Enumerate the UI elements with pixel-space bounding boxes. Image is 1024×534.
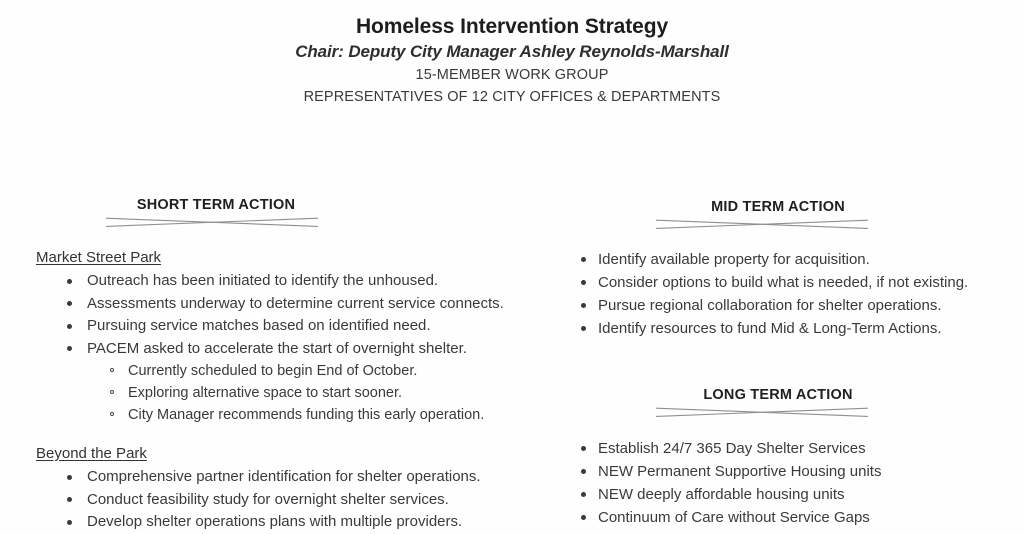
chair-line: Chair: Deputy City Manager Ashley Reynolds-Marshall bbox=[295, 42, 729, 61]
sub-list-item bbox=[36, 360, 536, 382]
bullet-icon bbox=[581, 446, 586, 451]
group-subheading-market-street-park: Market Street Park bbox=[36, 249, 162, 266]
bullet-icon bbox=[581, 303, 586, 308]
mid-term-heading: MID TERM ACTION bbox=[711, 199, 845, 215]
bullet-icon bbox=[581, 469, 586, 474]
list-item-label: Pursuing service matches based on identified need. bbox=[87, 317, 431, 334]
list-item-label: NEW Permanent Supportive Housing units bbox=[598, 463, 882, 480]
bullet-icon bbox=[67, 324, 72, 329]
list-item bbox=[568, 271, 1018, 294]
section-spacer bbox=[568, 340, 1018, 386]
bullet-icon bbox=[67, 475, 72, 480]
sub-list-item-label: City Manager recommends funding this early operation. bbox=[128, 407, 485, 423]
bullet-icon bbox=[67, 497, 72, 502]
mid-term-list bbox=[568, 248, 1018, 340]
list-item-label: Assessments underway to determine current service connects. bbox=[87, 294, 504, 312]
bullet-icon bbox=[67, 520, 72, 525]
pacem-sublist bbox=[36, 360, 536, 426]
list-item-label: Identify available property for acquisition. bbox=[598, 251, 870, 268]
list-item-label: Establish 24/7 365 Day Shelter Services bbox=[598, 440, 866, 457]
representation-line: REPRESENTATIVES OF 12 CITY OFFICES & DEPARTMENTS bbox=[303, 89, 721, 105]
bullet-icon bbox=[581, 257, 586, 262]
list-item bbox=[36, 338, 536, 361]
list-item bbox=[568, 437, 1018, 460]
list-item bbox=[36, 466, 536, 489]
list-item bbox=[568, 317, 1018, 340]
bullet-icon bbox=[67, 301, 72, 306]
long-term-list bbox=[568, 437, 1018, 529]
list-item bbox=[36, 489, 536, 512]
list-item bbox=[568, 483, 1018, 506]
mid-and-long-term-column bbox=[568, 198, 1018, 529]
sub-list-item bbox=[36, 404, 536, 426]
list-item bbox=[36, 270, 536, 293]
hollow-bullet-icon bbox=[110, 412, 114, 416]
list-item bbox=[36, 511, 536, 534]
workgroup-size-line: 15-MEMBER WORK GROUP bbox=[415, 67, 609, 83]
list-item-label: Conduct feasibility study for overnight shelter services. bbox=[87, 490, 449, 508]
list-item bbox=[568, 460, 1018, 483]
list-item bbox=[568, 248, 1018, 271]
bullet-icon bbox=[581, 492, 586, 497]
list-item-label: Outreach has been initiated to identify the unhoused. bbox=[87, 272, 439, 289]
slide-header bbox=[0, 14, 1024, 108]
sub-list-item bbox=[36, 382, 536, 404]
list-item-label: NEW deeply affordable housing units bbox=[598, 486, 845, 503]
bullet-icon bbox=[581, 515, 586, 520]
short-term-market-street-park-list bbox=[36, 270, 536, 360]
list-item-label: Comprehensive partner identification for shelter operations. bbox=[87, 468, 481, 485]
short-term-beyond-the-park-list bbox=[36, 466, 536, 534]
hollow-bullet-icon bbox=[110, 368, 114, 372]
bullet-icon bbox=[581, 280, 586, 285]
list-item bbox=[36, 293, 536, 316]
sub-list-item-label: Currently scheduled to begin End of October. bbox=[128, 363, 418, 379]
list-item bbox=[36, 315, 536, 338]
hollow-bullet-icon bbox=[110, 390, 114, 394]
sub-list-item-label: Exploring alternative space to start sooner. bbox=[128, 385, 403, 401]
bowtie-divider-icon bbox=[656, 406, 868, 420]
short-term-heading: SHORT TERM ACTION bbox=[136, 197, 296, 213]
bullet-icon bbox=[581, 326, 586, 331]
list-item bbox=[568, 294, 1018, 317]
group-subheading-beyond-the-park: Beyond the Park bbox=[36, 445, 147, 462]
list-item-label: Develop shelter operations plans with multiple providers. bbox=[87, 513, 463, 530]
short-term-column bbox=[36, 196, 536, 534]
bullet-icon bbox=[67, 346, 72, 351]
list-item-label: PACEM asked to accelerate the start of overnight shelter. bbox=[87, 339, 467, 357]
list-item bbox=[568, 506, 1018, 529]
list-item-label: Pursue regional collaboration for shelter operations. bbox=[598, 297, 942, 314]
bowtie-divider-icon bbox=[106, 216, 318, 230]
bowtie-divider-icon bbox=[656, 218, 868, 232]
bullet-icon bbox=[67, 279, 72, 284]
long-term-heading: LONG TERM ACTION bbox=[703, 387, 853, 403]
page-title: Homeless Intervention Strategy bbox=[355, 15, 669, 38]
list-item-label: Identify resources to fund Mid & Long-Term Actions. bbox=[598, 320, 942, 337]
list-item-label: Consider options to build what is needed, if not existing. bbox=[598, 274, 969, 291]
list-item-label: Continuum of Care without Service Gaps bbox=[598, 509, 870, 526]
